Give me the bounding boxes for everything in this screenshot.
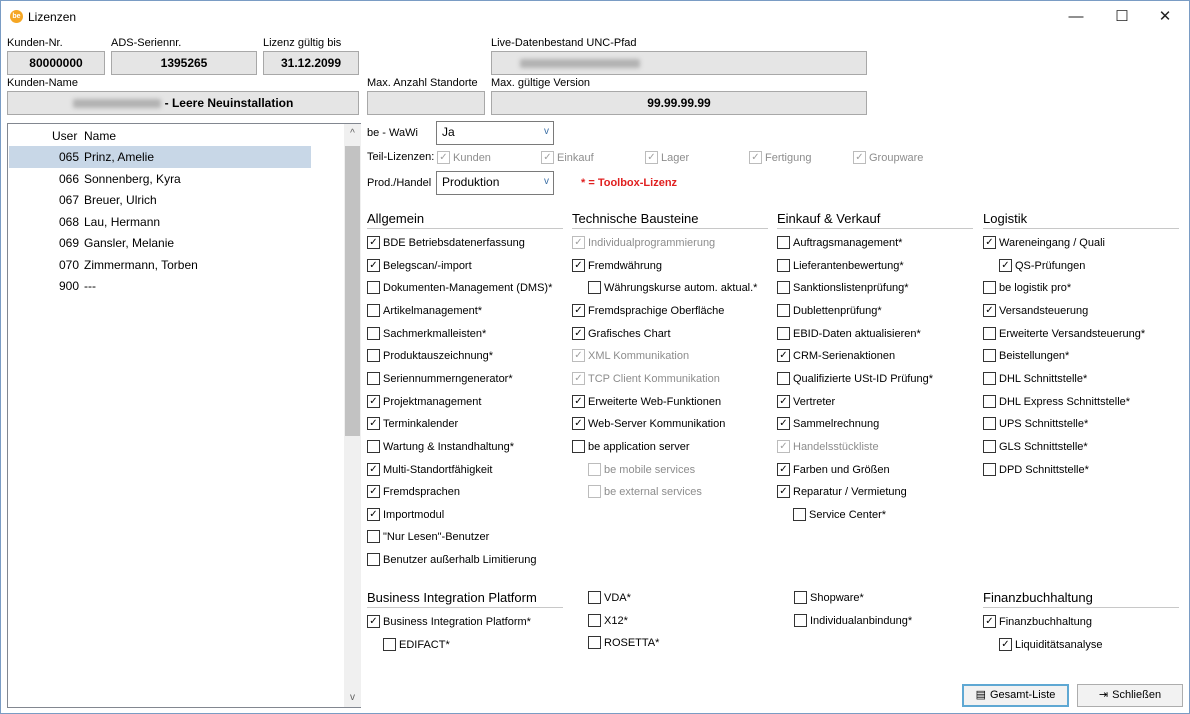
checkbox-icon: ✓ (999, 259, 1012, 272)
chevron-down-icon: v (544, 176, 549, 187)
checkbox-icon: ✓ (367, 236, 380, 249)
checkbox-icon: ✓ (367, 485, 380, 498)
checkbox-icon (588, 614, 601, 627)
technische-checkbox[interactable]: Währungskurse autom. aktual.* (588, 281, 757, 295)
logistik-checkbox[interactable]: ✓ QS-Prüfungen (999, 259, 1085, 273)
wawi-label: be - WaWi (367, 127, 418, 139)
logistik-checkbox[interactable]: DPD Schnittstelle* (983, 463, 1089, 477)
schliessen-button[interactable]: ⇥ Schließen (1077, 684, 1183, 707)
checkbox-icon (983, 349, 996, 362)
shop-checkbox[interactable]: Individualanbindung* (794, 614, 912, 628)
checkbox-icon: ✓ (572, 259, 585, 272)
fibu-checkbox[interactable]: ✓ Finanzbuchhaltung (983, 615, 1092, 629)
title-bar (1, 1, 1189, 31)
einkauf-checkbox[interactable]: Auftragsmanagement* (777, 236, 902, 250)
checkbox-icon: ✓ (437, 151, 450, 164)
col-user: User (52, 129, 78, 143)
list-header (8, 127, 343, 145)
checkbox-icon: ✓ (367, 259, 380, 272)
allgemein-checkbox[interactable]: Produktauszeichnung* (367, 349, 493, 363)
checkbox-icon (777, 259, 790, 272)
ads-label: ADS-Seriennr. (111, 37, 182, 49)
ads-field: 1395265 (111, 51, 257, 75)
checkbox-icon: ✓ (572, 304, 585, 317)
checkbox-icon: ✓ (367, 508, 380, 521)
checkbox-icon: ✓ (572, 372, 585, 385)
max-version-label: Max. gültige Version (491, 77, 591, 89)
logistik-checkbox[interactable]: Erweiterte Versandsteuerung* (983, 327, 1145, 341)
allgemein-checkbox[interactable]: ✓ Belegscan/-import (367, 259, 472, 273)
window-title: Lizenzen (28, 10, 77, 24)
scroll-down-icon[interactable]: v (350, 692, 355, 703)
checkbox-icon (983, 463, 996, 476)
checkbox-icon (983, 417, 996, 430)
scroll-up-icon[interactable]: ^ (350, 128, 355, 139)
user-name: Lau, Hermann (84, 214, 161, 229)
checkbox-icon: ✓ (853, 151, 866, 164)
einkauf-checkbox[interactable]: EBID-Daten aktualisieren* (777, 327, 921, 341)
max-standorte-field (367, 91, 485, 115)
section-bip: Business Integration Platform (367, 590, 563, 608)
app-icon: be (10, 10, 23, 23)
checkbox-icon: ✓ (777, 485, 790, 498)
section-allgemein: Allgemein (367, 211, 563, 229)
logistik-checkbox[interactable]: UPS Schnittstelle* (983, 417, 1088, 431)
checkbox-icon: ✓ (572, 417, 585, 430)
technische-checkbox[interactable]: be mobile services (588, 463, 695, 477)
einkauf-checkbox[interactable]: Qualifizierte USt-ID Prüfung* (777, 372, 933, 386)
checkbox-icon (588, 463, 601, 476)
checkbox-icon: ✓ (572, 327, 585, 340)
einkauf-checkbox[interactable]: Service Center* (793, 508, 886, 522)
checkbox-icon (588, 281, 601, 294)
checkbox-icon (794, 614, 807, 627)
checkbox-icon: ✓ (572, 349, 585, 362)
checkbox-icon (367, 327, 380, 340)
lizenz-label: Lizenz gültig bis (263, 37, 342, 49)
section-logistik: Logistik (983, 211, 1179, 229)
teil-checkbox[interactable]: ✓ Einkauf (541, 151, 594, 165)
checkbox-icon: ✓ (777, 417, 790, 430)
logistik-checkbox[interactable]: ✓ Wareneingang / Quali (983, 236, 1105, 250)
checkbox-icon (983, 327, 996, 340)
technische-checkbox[interactable]: ✓ XML Kommunikation (572, 349, 689, 363)
allgemein-checkbox[interactable]: ✓ Terminkalender (367, 417, 458, 431)
checkbox-icon: ✓ (777, 463, 790, 476)
allgemein-checkbox[interactable]: Artikelmanagement* (367, 304, 482, 318)
checkbox-icon (367, 553, 380, 566)
user-name: Zimmermann, Torben (84, 257, 198, 272)
teil-label: Teil-Lizenzen: (367, 151, 435, 163)
allgemein-checkbox[interactable]: Wartung & Instandhaltung* (367, 440, 514, 454)
lizenz-field: 31.12.2099 (263, 51, 359, 75)
checkbox-icon: ✓ (749, 151, 762, 164)
checkbox-icon (983, 372, 996, 385)
kunden-name-field: - Leere Neuinstallation (7, 91, 359, 115)
user-name: Prinz, Amelie (84, 150, 155, 164)
checkbox-icon: ✓ (777, 440, 790, 453)
checkbox-icon: ✓ (983, 236, 996, 249)
checkbox-icon (794, 591, 807, 604)
wawi-select[interactable]: Ja v (436, 121, 554, 145)
teil-checkbox[interactable]: ✓ Fertigung (749, 151, 811, 165)
toolbox-note: * = Toolbox-Lizenz (581, 177, 678, 189)
user-number: 069 (58, 236, 79, 250)
checkbox-icon (793, 508, 806, 521)
kunden-nr-field: 80000000 (7, 51, 105, 75)
checkbox-icon (383, 638, 396, 651)
checkbox-icon (777, 236, 790, 249)
bip-checkbox[interactable]: EDIFACT* (383, 638, 450, 652)
allgemein-checkbox[interactable]: ✓ Multi-Standortfähigkeit (367, 463, 492, 477)
exit-icon: ⇥ (1098, 689, 1109, 701)
allgemein-checkbox[interactable]: ✓ BDE Betriebsdatenerfassung (367, 236, 525, 250)
user-list[interactable] (7, 123, 361, 708)
user-name: Breuer, Ulrich (84, 193, 157, 207)
einkauf-checkbox[interactable]: ✓ Sammelrechnung (777, 417, 879, 431)
section-einkauf: Einkauf & Verkauf (777, 211, 973, 229)
einkauf-checkbox[interactable]: Dublettenprüfung* (777, 304, 882, 318)
checkbox-icon (367, 530, 380, 543)
logistik-checkbox[interactable]: Beistellungen* (983, 349, 1069, 363)
user-row[interactable] (9, 146, 311, 168)
user-number: 070 (58, 257, 79, 272)
technische-checkbox[interactable]: ✓ Fremdsprachige Oberfläche (572, 304, 724, 318)
technische-checkbox[interactable]: ✓ TCP Client Kommunikation (572, 372, 720, 386)
allgemein-checkbox[interactable]: Benutzer außerhalb Limitierung (367, 553, 536, 567)
logistik-checkbox[interactable]: DHL Express Schnittstelle* (983, 395, 1130, 409)
checkbox-icon (367, 281, 380, 294)
checkbox-icon (367, 440, 380, 453)
kunden-name-label: Kunden-Name (7, 77, 78, 89)
maximize-button[interactable]: ☐ (1115, 8, 1129, 25)
einkauf-checkbox[interactable]: ✓ Vertreter (777, 395, 835, 409)
bip2-checkbox[interactable]: ROSETTA* (588, 636, 659, 650)
bip2-checkbox[interactable]: VDA* (588, 591, 631, 605)
checkbox-icon (367, 349, 380, 362)
teil-checkbox[interactable]: ✓ Kunden (437, 151, 491, 165)
unc-path-field (491, 51, 867, 75)
checkbox-icon (588, 485, 601, 498)
technische-checkbox[interactable]: ✓ Web-Server Kommunikation (572, 417, 725, 431)
teil-checkbox[interactable]: ✓ Groupware (853, 151, 923, 165)
checkbox-icon: ✓ (572, 236, 585, 249)
user-number: 067 (58, 193, 79, 207)
max-version-field: 99.99.99.99 (491, 91, 867, 115)
kunden-nr-label: Kunden-Nr. (7, 37, 63, 49)
logistik-checkbox[interactable]: be logistik pro* (983, 281, 1071, 295)
logistik-checkbox[interactable]: GLS Schnittstelle* (983, 440, 1088, 454)
einkauf-checkbox[interactable]: ✓ Handelsstückliste (777, 440, 879, 454)
user-number: 066 (58, 171, 79, 186)
checkbox-icon (588, 591, 601, 604)
fibu-checkbox[interactable]: ✓ Liquiditätsanalyse (999, 638, 1102, 652)
technische-checkbox[interactable]: be application server (572, 440, 690, 454)
checkbox-icon (777, 281, 790, 294)
minimize-button[interactable]: — (1068, 7, 1084, 25)
checkbox-icon: ✓ (367, 615, 380, 628)
user-row[interactable] (9, 232, 311, 254)
user-number: 900 (58, 279, 79, 293)
section-fibu: Finanzbuchhaltung (983, 590, 1179, 608)
einkauf-checkbox[interactable]: Sanktionslistenprüfung* (777, 281, 909, 295)
allgemein-checkbox[interactable]: Dokumenten-Management (DMS)* (367, 281, 552, 295)
allgemein-checkbox[interactable]: Seriennummerngenerator* (367, 372, 513, 386)
checkbox-icon: ✓ (983, 304, 996, 317)
checkbox-icon: ✓ (777, 349, 790, 362)
user-row[interactable] (9, 189, 311, 211)
user-row[interactable] (9, 168, 311, 190)
redacted-path (520, 59, 640, 68)
checkbox-icon: ✓ (983, 615, 996, 628)
checkbox-icon: ✓ (367, 463, 380, 476)
section-technische: Technische Bausteine (572, 211, 768, 229)
checkbox-icon: ✓ (367, 395, 380, 408)
allgemein-checkbox[interactable]: ✓ Importmodul (367, 508, 444, 522)
checkbox-icon (572, 440, 585, 453)
allgemein-checkbox[interactable]: Sachmerkmalleisten* (367, 327, 486, 341)
checkbox-icon (588, 636, 601, 649)
teil-checkbox[interactable]: ✓ Lager (645, 151, 689, 165)
allgemein-checkbox[interactable]: ✓ Projektmanagement (367, 395, 481, 409)
technische-checkbox[interactable]: ✓ Erweiterte Web-Funktionen (572, 395, 721, 409)
col-name: Name (84, 129, 117, 143)
technische-checkbox[interactable]: ✓ Grafisches Chart (572, 327, 671, 341)
gesamt-liste-button[interactable]: ▤ Gesamt-Liste (962, 684, 1069, 707)
chevron-down-icon: v (544, 126, 549, 137)
prod-select[interactable]: Produktion v (436, 171, 554, 195)
checkbox-icon (367, 372, 380, 385)
logistik-checkbox[interactable]: ✓ Versandsteuerung (983, 304, 1088, 318)
live-label: Live-Datenbestand UNC-Pfad (491, 37, 637, 49)
einkauf-checkbox[interactable]: ✓ Farben und Größen (777, 463, 890, 477)
checkbox-icon (983, 440, 996, 453)
technische-checkbox[interactable]: ✓ Fremdwährung (572, 259, 662, 273)
user-number: 068 (58, 214, 79, 229)
allgemein-checkbox[interactable]: "Nur Lesen"-Benutzer (367, 530, 489, 544)
logistik-checkbox[interactable]: DHL Schnittstelle* (983, 372, 1087, 386)
scroll-thumb[interactable] (345, 146, 360, 436)
list-scrollbar[interactable] (344, 124, 361, 707)
close-button[interactable]: ✕ (1158, 8, 1172, 25)
checkbox-icon (777, 372, 790, 385)
checkbox-icon (367, 304, 380, 317)
list-icon: ▤ (975, 689, 986, 701)
einkauf-checkbox[interactable]: ✓ Reparatur / Vermietung (777, 485, 907, 499)
checkbox-icon (983, 281, 996, 294)
user-name: Sonnenberg, Kyra (84, 171, 181, 186)
einkauf-checkbox[interactable]: ✓ CRM-Serienaktionen (777, 349, 895, 363)
checkbox-icon: ✓ (999, 638, 1012, 651)
prod-label: Prod./Handel (367, 177, 432, 189)
user-number: 065 (58, 150, 79, 164)
checkbox-icon (777, 327, 790, 340)
user-name: Gansler, Melanie (84, 236, 175, 250)
checkbox-icon (777, 304, 790, 317)
redacted-name (73, 99, 161, 108)
checkbox-icon: ✓ (645, 151, 658, 164)
checkbox-icon: ✓ (777, 395, 790, 408)
user-row[interactable] (9, 275, 311, 297)
user-name: --- (84, 279, 96, 293)
max-standorte-label: Max. Anzahl Standorte (367, 77, 478, 89)
user-row[interactable] (9, 254, 311, 276)
bip-checkbox[interactable]: ✓ Business Integration Platform* (367, 615, 531, 629)
user-row[interactable] (9, 211, 311, 233)
bip2-checkbox[interactable]: X12* (588, 614, 628, 628)
checkbox-icon (983, 395, 996, 408)
technische-checkbox[interactable]: be external services (588, 485, 702, 499)
checkbox-icon: ✓ (367, 417, 380, 430)
checkbox-icon: ✓ (541, 151, 554, 164)
allgemein-checkbox[interactable]: ✓ Fremdsprachen (367, 485, 460, 499)
technische-checkbox[interactable]: ✓ Individualprogrammierung (572, 236, 715, 250)
einkauf-checkbox[interactable]: Lieferantenbewertung* (777, 259, 904, 273)
shop-checkbox[interactable]: Shopware* (794, 591, 864, 605)
checkbox-icon: ✓ (572, 395, 585, 408)
